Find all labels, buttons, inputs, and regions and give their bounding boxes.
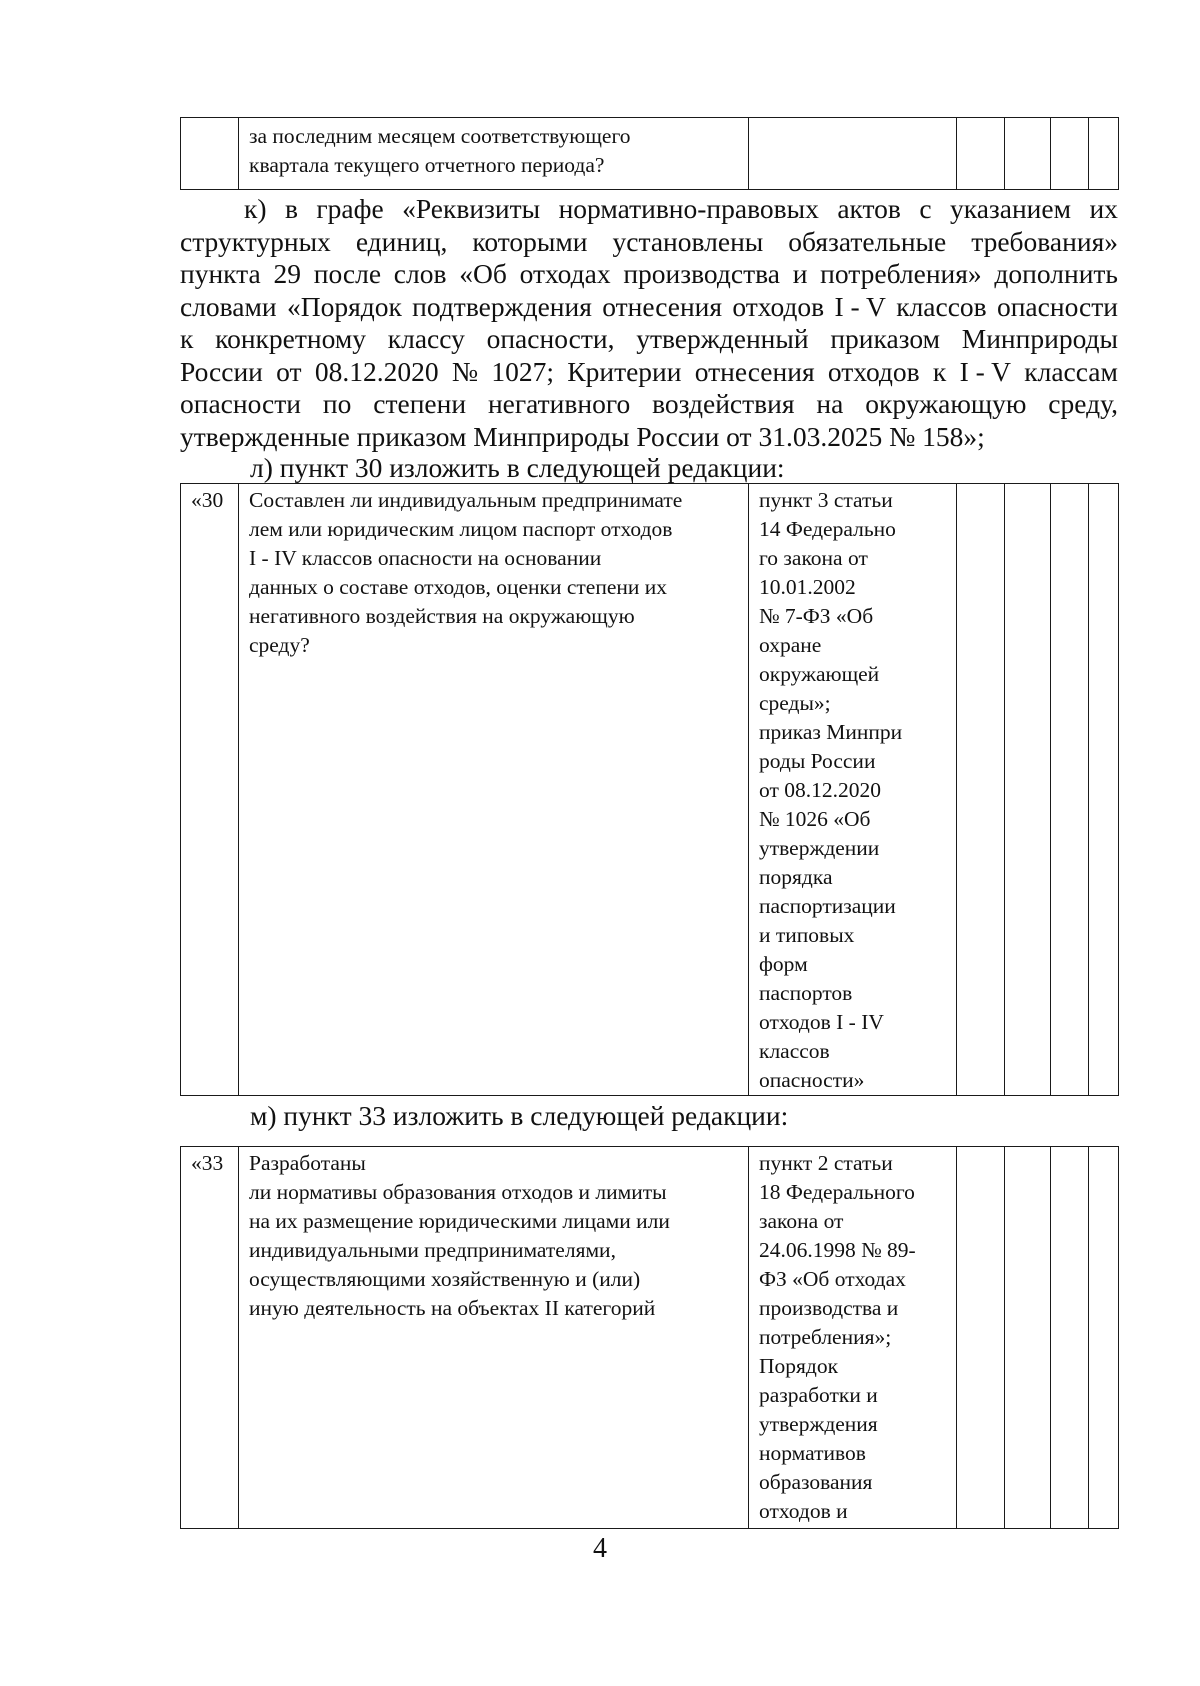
page-number: 4 [593, 1533, 607, 1564]
paragraph-word: единиц, [355, 225, 448, 257]
text-line: № 1026 «Об [759, 807, 871, 831]
paragraph-word: отнесения [694, 355, 815, 387]
empty-cell [1089, 484, 1119, 1096]
paragraph-line [180, 388, 1118, 421]
text-line: образования [759, 1470, 873, 1494]
text-line: классов [759, 1039, 830, 1063]
text-line: и типовых [759, 923, 855, 947]
question-cell [239, 118, 749, 190]
text-line: 24.06.1998 № 89- [759, 1238, 916, 1262]
paragraph-word: 08.12.2020 [314, 355, 439, 387]
paragraph-line [180, 193, 1118, 226]
paragraph-word: классов [896, 290, 987, 322]
text-line: разработки и [759, 1383, 878, 1407]
text-line: среды»; [759, 691, 831, 715]
text-line: лем или юридическим лицом паспорт отходов [249, 517, 673, 541]
text-line: ФЗ «Об отходах [759, 1267, 906, 1291]
paragraph-line [180, 258, 1118, 291]
paragraph-word: воздействия [652, 388, 795, 419]
question-line: квартала текущего отчетного периода? [249, 153, 605, 177]
paragraph-line [180, 291, 1118, 324]
text-line: опасности» [759, 1068, 865, 1092]
paragraph-word: отходах [519, 258, 611, 289]
text-line: порядка [759, 865, 833, 889]
empty-cell [1005, 484, 1051, 1096]
text-line: форм [759, 952, 808, 976]
empty-cell [1089, 1147, 1119, 1529]
paragraph-word: которыми [472, 225, 588, 257]
text-line: роды России [759, 749, 876, 773]
paragraph-line [180, 421, 1118, 454]
paragraph-word: Минприроды [961, 323, 1118, 354]
paragraph-word: опасности, [486, 323, 615, 354]
paragraph-word: «Порядок [286, 290, 402, 322]
paragraph-word: 1027; [491, 355, 554, 387]
text-line: утверждения [759, 1412, 878, 1436]
paragraph-word: потребления» [820, 258, 982, 289]
paragraph-word: России [180, 355, 263, 387]
paragraph-word: дополнить [994, 258, 1118, 289]
basis-cell [749, 118, 957, 190]
paragraph-word: установлены [612, 225, 764, 257]
text-line: I - IV классов опасности на основании [249, 546, 602, 570]
paragraph-line [180, 226, 1118, 259]
heading-item-m: м) пункт 33 изложить в следующей редакции: [250, 1100, 789, 1131]
text-line: пункт 2 статьи [759, 1151, 893, 1175]
paragraph-word: к [932, 355, 947, 387]
paragraph-word: на [816, 388, 844, 419]
paragraph-word: конкретному [215, 323, 366, 354]
text-line: окружающей [759, 662, 880, 686]
paragraph-word: от [276, 355, 302, 387]
paragraph-word: классам [1024, 355, 1118, 387]
empty-cell [1089, 118, 1119, 190]
heading-item-l: л) пункт 30 изложить в следующей редакции: [250, 452, 785, 483]
text-line: Разработаны [249, 1151, 366, 1175]
text-line: от 08.12.2020 [759, 778, 881, 802]
paragraph-k [180, 193, 1118, 453]
text-line: закона от [759, 1209, 844, 1233]
text-line: нормативов [759, 1441, 866, 1465]
text-line: паспортизации [759, 894, 896, 918]
text-line: производства и [759, 1296, 899, 1320]
paragraph-word: указанием [950, 193, 1072, 224]
text-line: утверждении [759, 836, 880, 860]
table-item-33 [180, 1146, 1119, 1529]
text-line: пункт 3 статьи [759, 488, 893, 512]
paragraph-word: классу [387, 323, 465, 354]
text-line: отходов I - IV [759, 1010, 884, 1034]
paragraph-word: структурных [180, 225, 331, 257]
text-line: охране [759, 633, 822, 657]
paragraph-word: среду, [1048, 388, 1118, 419]
text-line: паспортов [759, 981, 853, 1005]
text-line: данных о составе отходов, оценки степени их [249, 575, 668, 599]
empty-cell [957, 484, 1005, 1096]
paragraph-word: окружающую [865, 388, 1027, 419]
paragraph-word: подтверждения [412, 290, 592, 322]
paragraph-word: отнесения [602, 290, 723, 322]
paragraph-word: словами [180, 290, 277, 322]
paragraph-word: опасности [996, 290, 1118, 322]
paragraph-word: негативного [487, 388, 631, 419]
paragraph-word: слов [393, 258, 447, 289]
paragraph-word: обязательные [788, 225, 947, 257]
text-line: приказ Минпри [759, 720, 903, 744]
paragraph-word: приказом [830, 323, 940, 354]
paragraph-word: утвержденный [636, 323, 809, 354]
empty-cell [1005, 1147, 1051, 1529]
question-text [239, 1147, 748, 1323]
paragraph-word: утвержденные приказом Минприроды России от 31.03.2025 № 158»; [180, 420, 985, 452]
paragraph-word: в [284, 193, 298, 224]
text-line: негативного воздействия на окружающую [249, 604, 635, 628]
empty-cell [957, 1147, 1005, 1529]
paragraph-word: I - V [959, 355, 1011, 387]
paragraph-word: I - V [834, 290, 886, 322]
paragraph-line [180, 356, 1118, 389]
basis-text [749, 1147, 956, 1526]
paragraph-word: «Реквизиты [402, 193, 541, 224]
paragraph-word: производства [623, 258, 780, 289]
number-cell [181, 484, 239, 1096]
paragraph-word: отходов [732, 290, 825, 322]
basis-text [749, 484, 956, 1095]
text-line: отходов и [759, 1499, 848, 1523]
question-line: за последним месяцем соответствующего [249, 124, 631, 148]
paragraph-line [180, 323, 1118, 356]
table-row-continuation [180, 117, 1119, 190]
paragraph-word: графе [316, 193, 384, 224]
paragraph-word: с [919, 193, 932, 224]
text-line: среду? [249, 633, 310, 657]
text-line: № 7-ФЗ «Об [759, 604, 874, 628]
basis-cell [749, 484, 957, 1096]
text-line: 10.01.2002 [759, 575, 856, 599]
paragraph-word: по [322, 388, 352, 419]
paragraph-word: их [1089, 193, 1118, 224]
paragraph-word: опасности [180, 388, 301, 419]
paragraph-word: Критерии [567, 355, 682, 387]
item-number: «33 [191, 1151, 224, 1175]
text-line: 14 Федерально [759, 517, 896, 541]
empty-cell [1051, 484, 1089, 1096]
text-line: Порядок [759, 1354, 839, 1378]
text-line: осуществляющими хозяйственную и (или) [249, 1267, 641, 1291]
paragraph-word: к [180, 323, 194, 354]
paragraph-word: пункта [180, 258, 261, 289]
paragraph-word: к) [244, 193, 267, 224]
number-cell [181, 118, 239, 190]
text-line: Составлен ли индивидуальным предпринимате [249, 488, 683, 512]
question-cell [239, 1147, 749, 1529]
paragraph-word: после [313, 258, 382, 289]
text-line: иную деятельность на объектах II категорий [249, 1296, 656, 1320]
text-line: на их размещение юридическими лицами или [249, 1209, 670, 1233]
paragraph-word: № [451, 355, 479, 387]
paragraph-word: требования» [971, 225, 1118, 257]
text-line: потребления»; [759, 1325, 892, 1349]
paragraph-word: нормативно-правовых [558, 193, 819, 224]
text-line: 18 Федерального [759, 1180, 915, 1204]
paragraph-word: «Об [459, 258, 507, 289]
text-line: индивидуальными предпринимателями, [249, 1238, 616, 1262]
item-number: «30 [191, 488, 224, 512]
empty-cell [1051, 118, 1089, 190]
paragraph-word: актов [837, 193, 901, 224]
empty-cell [957, 118, 1005, 190]
number-cell [181, 1147, 239, 1529]
table-item-30 [180, 483, 1119, 1096]
paragraph-word: и [792, 258, 808, 289]
paragraph-word: 29 [273, 258, 301, 289]
empty-cell [1051, 1147, 1089, 1529]
basis-cell [749, 1147, 957, 1529]
question-text [239, 484, 748, 660]
empty-cell [1005, 118, 1051, 190]
text-line: го закона от [759, 546, 868, 570]
paragraph-word: отходов [827, 355, 920, 387]
paragraph-word: степени [373, 388, 467, 419]
text-line: ли нормативы образования отходов и лимиты [249, 1180, 667, 1204]
question-cell [239, 484, 749, 1096]
